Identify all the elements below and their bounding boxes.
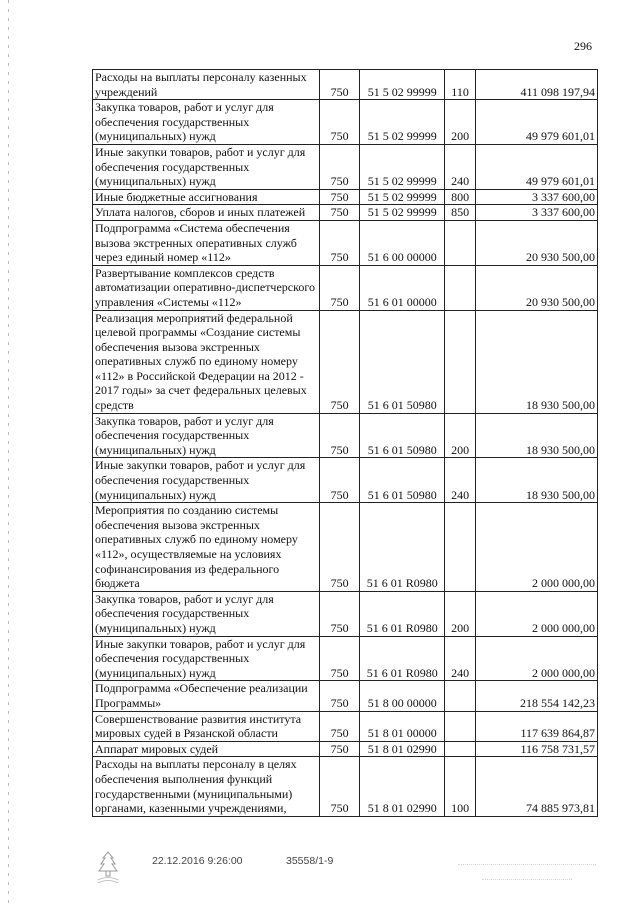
table-row	[93, 189, 598, 205]
row-name-cell: Иные закупки товаров, работ и услуг для обеспечения государственных (муниципальных) нужд	[93, 144, 320, 189]
row-amount-cell: 18 930 500,00	[475, 413, 597, 458]
row-amount-cell: 74 885 973,81	[475, 757, 597, 816]
row-grbs-cell: 750	[320, 265, 360, 310]
row-vr-cell	[445, 711, 476, 741]
row-name-cell: Иные закупки товаров, работ и услуг для обеспечения государственных (муниципальных) нужд	[93, 636, 320, 681]
row-csr-cell: 51 5 02 99999	[360, 100, 445, 145]
row-amount-cell: 18 930 500,00	[475, 310, 597, 413]
row-amount-cell: 116 758 731,57	[475, 741, 597, 757]
row-vr-cell	[445, 220, 476, 265]
row-csr-cell: 51 8 01 02990	[360, 741, 445, 757]
row-amount-cell: 2 000 000,00	[475, 591, 597, 636]
table-row	[93, 591, 598, 636]
row-grbs-cell: 750	[320, 310, 360, 413]
row-vr-cell	[445, 265, 476, 310]
row-csr-cell: 51 5 02 99999	[360, 189, 445, 205]
row-amount-cell: 20 930 500,00	[475, 265, 597, 310]
row-csr-cell: 51 6 01 R0980	[360, 503, 445, 592]
row-grbs-cell: 750	[320, 681, 360, 711]
faded-stamp-watermark	[452, 852, 602, 880]
row-vr-cell: 100	[445, 757, 476, 816]
row-vr-cell: 200	[445, 591, 476, 636]
row-vr-cell: 240	[445, 636, 476, 681]
row-name-cell: Мероприятия по созданию системы обеспечения вызова экстренных оперативных служб по единому номеру «112», осуществляемые на условиях софинансирования из федерального бюджета	[93, 503, 320, 592]
row-name-cell: Расходы на выплаты персоналу в целях обеспечения выполнения функций государственными (муниципальными) органами, казенными учреждениями,	[93, 757, 320, 816]
row-vr-cell	[445, 741, 476, 757]
row-amount-cell: 2 000 000,00	[475, 636, 597, 681]
row-vr-cell	[445, 681, 476, 711]
row-grbs-cell: 750	[320, 205, 360, 221]
row-name-cell: Иные закупки товаров, работ и услуг для обеспечения государственных (муниципальных) нужд	[93, 458, 320, 503]
table-row	[93, 144, 598, 189]
row-csr-cell: 51 6 00 00000	[360, 220, 445, 265]
row-grbs-cell: 750	[320, 591, 360, 636]
row-vr-cell: 200	[445, 413, 476, 458]
row-vr-cell: 240	[445, 144, 476, 189]
table-row	[93, 741, 598, 757]
row-amount-cell: 117 639 864,87	[475, 711, 597, 741]
row-amount-cell: 3 337 600,00	[475, 189, 597, 205]
table-row	[93, 265, 598, 310]
row-name-cell: Подпрограмма «Обеспечение реализации Программы»	[93, 681, 320, 711]
row-csr-cell: 51 5 02 99999	[360, 205, 445, 221]
table-row	[93, 757, 598, 816]
row-name-cell: Аппарат мировых судей	[93, 741, 320, 757]
row-csr-cell: 51 5 02 99999	[360, 70, 445, 100]
row-vr-cell: 850	[445, 205, 476, 221]
row-amount-cell: 411 098 197,94	[475, 70, 597, 100]
row-name-cell: Уплата налогов, сборов и иных платежей	[93, 205, 320, 221]
row-name-cell: Подпрограмма «Система обеспечения вызова экстренных оперативных служб через единый номер «112»	[93, 220, 320, 265]
row-grbs-cell: 750	[320, 503, 360, 592]
row-amount-cell: 2 000 000,00	[475, 503, 597, 592]
row-amount-cell: 218 554 142,23	[475, 681, 597, 711]
footer-timestamp: 22.12.2016 9:26:00	[152, 855, 243, 867]
row-grbs-cell: 750	[320, 636, 360, 681]
row-name-cell: Закупка товаров, работ и услуг для обеспечения государственных (муниципальных) нужд	[93, 100, 320, 145]
table-row	[93, 413, 598, 458]
table-row	[93, 503, 598, 592]
table-row	[93, 100, 598, 145]
row-amount-cell: 18 930 500,00	[475, 458, 597, 503]
row-grbs-cell: 750	[320, 70, 360, 100]
row-name-cell: Расходы на выплаты персоналу казенных учреждений	[93, 70, 320, 100]
row-amount-cell: 3 337 600,00	[475, 205, 597, 221]
scan-edge-marks	[8, 0, 9, 905]
row-vr-cell	[445, 310, 476, 413]
row-amount-cell: 49 979 601,01	[475, 100, 597, 145]
row-csr-cell: 51 6 01 R0980	[360, 636, 445, 681]
row-grbs-cell: 750	[320, 757, 360, 816]
table-row	[93, 205, 598, 221]
row-name-cell: Закупка товаров, работ и услуг для обеспечения государственных (муниципальных) нужд	[93, 591, 320, 636]
row-vr-cell: 110	[445, 70, 476, 100]
page-number: 296	[574, 39, 592, 53]
table-row	[93, 220, 598, 265]
table-row	[93, 636, 598, 681]
row-amount-cell: 20 930 500,00	[475, 220, 597, 265]
row-vr-cell: 200	[445, 100, 476, 145]
row-grbs-cell: 750	[320, 100, 360, 145]
table-row	[93, 70, 598, 100]
row-csr-cell: 51 8 01 02990	[360, 757, 445, 816]
row-vr-cell: 800	[445, 189, 476, 205]
row-csr-cell: 51 5 02 99999	[360, 144, 445, 189]
table-row	[93, 310, 598, 413]
row-amount-cell: 49 979 601,01	[475, 144, 597, 189]
row-name-cell: Иные бюджетные ассигнования	[93, 189, 320, 205]
row-csr-cell: 51 8 00 00000	[360, 681, 445, 711]
row-grbs-cell: 750	[320, 144, 360, 189]
row-grbs-cell: 750	[320, 711, 360, 741]
row-vr-cell	[445, 503, 476, 592]
row-csr-cell: 51 8 01 00000	[360, 711, 445, 741]
row-csr-cell: 51 6 01 00000	[360, 265, 445, 310]
footer-document-id: 35558/1-9	[286, 855, 334, 867]
budget-table	[92, 69, 598, 817]
table-row	[93, 458, 598, 503]
budget-table-body	[93, 70, 598, 817]
row-name-cell: Совершенствование развития института мировых судей в Рязанской области	[93, 711, 320, 741]
row-name-cell: Реализация мероприятий федеральной целевой программы «Создание системы обеспечения вызова экстренных оперативных служб по единому номеру «112» в Российской Федерации на 2012 - 2017 годы» за счет федеральных целевых средств	[93, 310, 320, 413]
row-csr-cell: 51 6 01 50980	[360, 413, 445, 458]
table-row	[93, 711, 598, 741]
stamp-emblem-icon	[95, 850, 121, 886]
table-row	[93, 681, 598, 711]
row-name-cell: Развертывание комплексов средств автоматизации оперативно-диспетчерского управления «Системы «112»	[93, 265, 320, 310]
row-csr-cell: 51 6 01 50980	[360, 458, 445, 503]
row-grbs-cell: 750	[320, 413, 360, 458]
row-name-cell: Закупка товаров, работ и услуг для обеспечения государственных (муниципальных) нужд	[93, 413, 320, 458]
row-grbs-cell: 750	[320, 189, 360, 205]
row-grbs-cell: 750	[320, 220, 360, 265]
row-vr-cell: 240	[445, 458, 476, 503]
row-grbs-cell: 750	[320, 458, 360, 503]
row-csr-cell: 51 6 01 50980	[360, 310, 445, 413]
row-grbs-cell: 750	[320, 741, 360, 757]
row-csr-cell: 51 6 01 R0980	[360, 591, 445, 636]
